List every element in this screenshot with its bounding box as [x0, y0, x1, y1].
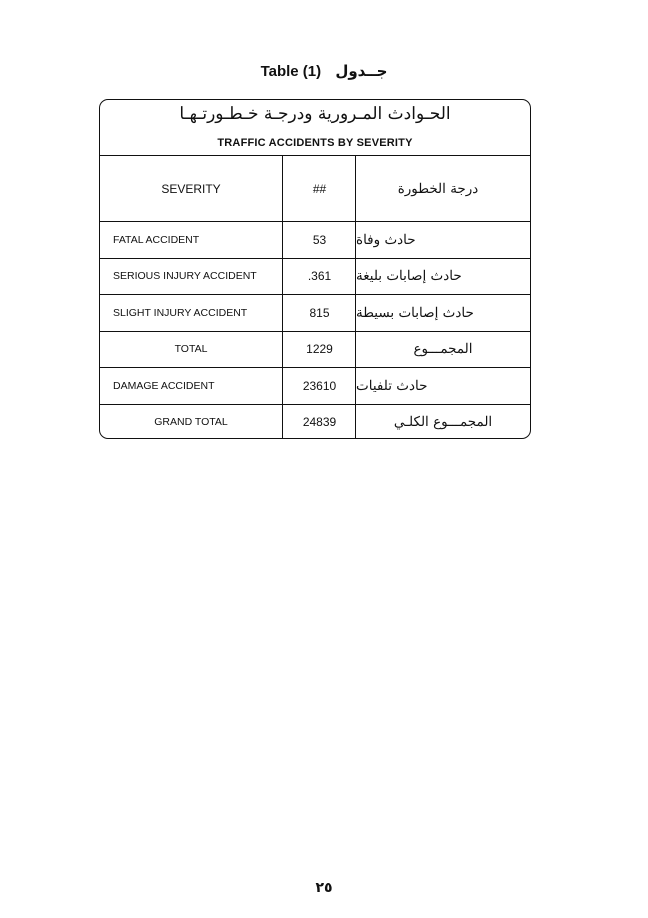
table-row	[100, 331, 530, 368]
accident-count: 24839	[284, 404, 356, 439]
table-row	[100, 294, 530, 332]
title-english: TRAFFIC ACCIDENTS BY SEVERITY	[217, 137, 413, 149]
table-row	[100, 404, 530, 439]
accident-count: .361	[284, 258, 356, 294]
header-number: ##	[284, 156, 356, 221]
severity-english: DAMAGE ACCIDENT	[100, 367, 283, 404]
severity-arabic: المجمـــوع	[413, 341, 473, 357]
table-row	[100, 258, 530, 295]
accident-count: 23610	[284, 367, 356, 404]
caption-arabic: جــدول	[335, 62, 388, 80]
table-title	[100, 100, 530, 156]
severity-arabic: المجمـــوع الكلـي	[393, 413, 493, 430]
severity-english: GRAND TOTAL	[100, 404, 283, 439]
table-row	[100, 221, 530, 259]
severity-arabic: حادث وفاة	[356, 231, 416, 248]
page-number: ٢٥	[315, 880, 333, 896]
severity-english: SLIGHT INJURY ACCIDENT	[100, 294, 283, 331]
table-row	[100, 367, 530, 405]
caption-english: Table (1)	[260, 63, 322, 80]
table-caption	[0, 62, 648, 80]
accident-count: 1229	[284, 331, 356, 367]
severity-english: FATAL ACCIDENT	[100, 221, 283, 258]
header-english: SEVERITY	[100, 156, 283, 221]
severity-english: SERIOUS INJURY ACCIDENT	[100, 258, 283, 294]
accident-count: 815	[284, 294, 356, 331]
title-arabic: الحـوادث المـرورية ودرجـة خـطـورتـهـا	[179, 104, 451, 124]
accidents-table	[99, 99, 531, 439]
accident-count: 53	[284, 221, 356, 258]
severity-arabic: حادث إصابات بسيطة	[356, 304, 474, 321]
severity-arabic: حادث إصابات بليغة	[356, 268, 462, 284]
severity-english: TOTAL	[100, 331, 283, 367]
header-arabic: درجة الخطورة	[397, 180, 479, 197]
header-row	[100, 156, 530, 222]
severity-arabic: حادث تلفيات	[356, 377, 428, 394]
